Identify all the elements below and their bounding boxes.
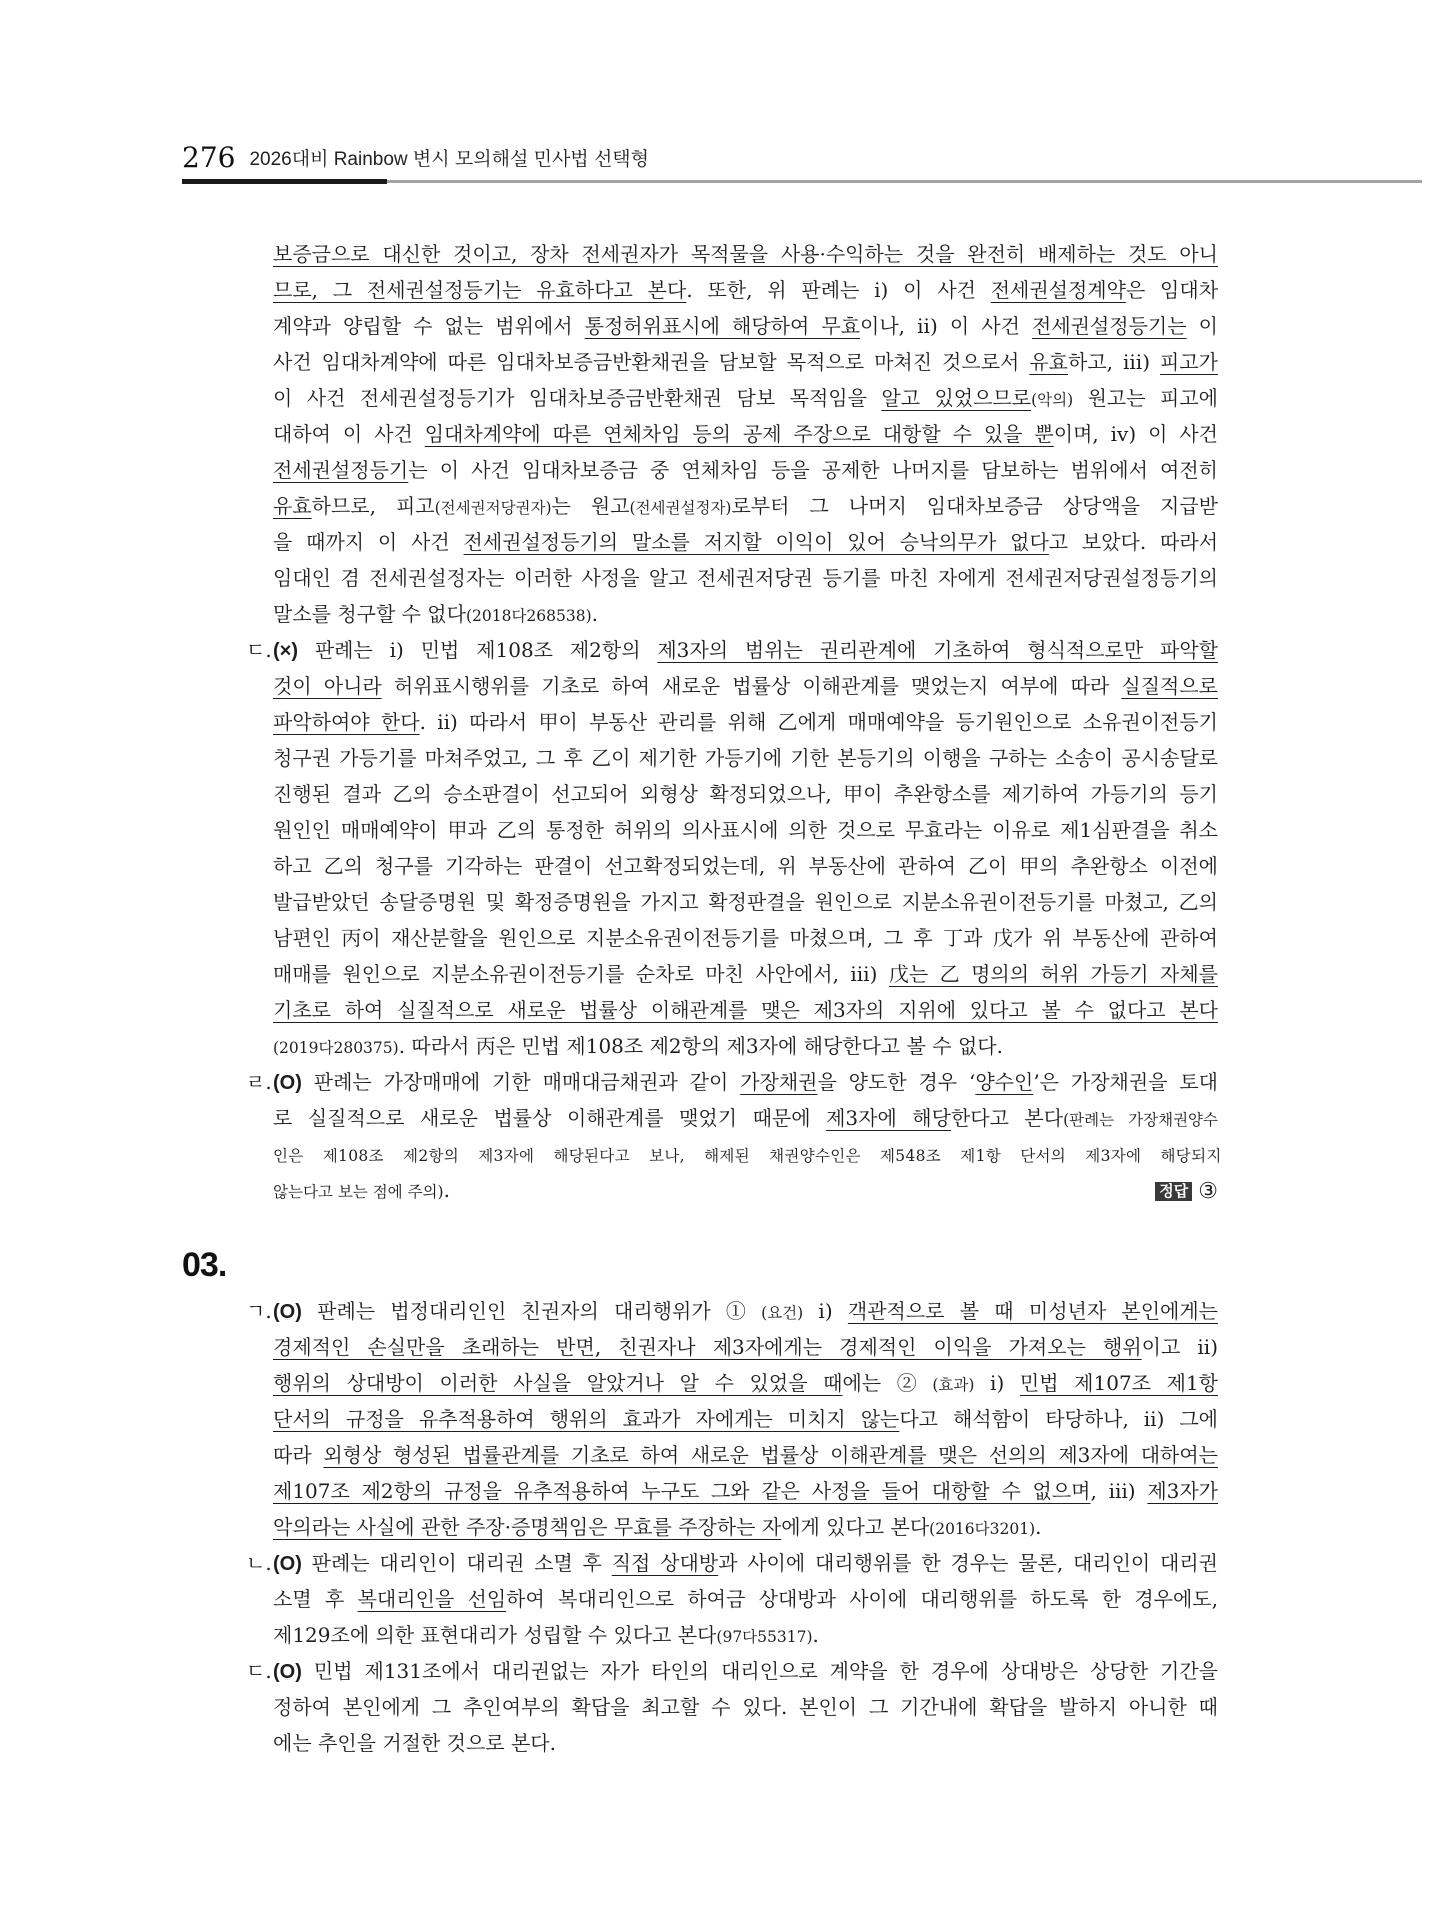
text-run: ’은 가장채권을 토대 — [1033, 1070, 1218, 1094]
text-run: 소멸 후 — [273, 1587, 358, 1611]
text-run: , ⅲ) — [1090, 1479, 1148, 1503]
section-heading-block — [182, 1208, 1218, 1293]
text-run: 임대인 겸 전세권설정자는 이러한 사정을 알고 전세권저당권 등기를 마친 자에게 전세권저당권설정등기의 — [273, 566, 1218, 590]
small-citation-text: (2018다268538) — [465, 607, 592, 625]
underlined-text: 기초로 하여 실질적으로 새로운 법률상 이해관계를 맺은 제3자의 지위에 있다고 볼 수 없다고 본다 — [273, 998, 1218, 1022]
text-run: 하므로, 피고 — [311, 494, 435, 518]
underlined-text: 악의라는 사실에 관한 주장·증명책임은 무효를 주장하는 자 — [273, 1515, 782, 1539]
text-run: 사건 임대차계약에 따른 임대차보증금반환채권을 담보할 목적으로 마쳐진 것으로서 — [273, 350, 1030, 374]
text-line — [273, 776, 1218, 812]
verdict-mark: (O) — [273, 1072, 302, 1094]
text-line — [273, 488, 1218, 524]
text-run: 과 사이에 대리행위를 한 경우는 물론, 대리인이 대리권 — [718, 1551, 1218, 1575]
text-run: . ⅱ) 따라서 甲이 부동산 관리를 위해 乙에게 매매예약을 등기원인으로 소유권이전등기 — [419, 710, 1218, 734]
list-item-block — [182, 632, 1218, 1064]
text-line — [273, 1100, 1218, 1136]
text-run: 을 때까지 이 사건 — [273, 530, 464, 554]
text-line — [273, 236, 1218, 272]
paragraph-block — [182, 236, 1218, 632]
text-run: 에는 추인을 거절한 것으로 본다. — [273, 1731, 556, 1755]
text-run: 발급받았던 송달증명원 및 확정증명원을 가지고 확정판결을 원인으로 지분소유권이전등기를 마쳤고, 乙의 — [273, 890, 1218, 914]
text-line — [273, 1437, 1218, 1473]
text-run: . 또한, 위 판례는 ⅰ) 이 사건 — [686, 278, 991, 302]
text-run: 이고 ⅱ) — [1141, 1335, 1218, 1359]
text-run: 계약과 양립할 수 없는 범위에서 — [273, 314, 585, 338]
text-line — [273, 344, 1218, 380]
verdict-mark: (O) — [273, 1301, 302, 1323]
text-line — [273, 596, 1218, 632]
underlined-text: 戊는 乙 명의의 허위 가등기 자체를 — [888, 962, 1218, 986]
small-citation-text: (2019다280375) — [273, 1039, 399, 1057]
text-run: 는 이 사건 임대차보증금 중 연체차임 등을 공제한 나머지를 담보하는 범위에서 여전히 — [408, 458, 1218, 482]
underlined-text: 민법 제107조 제1항 — [1019, 1371, 1218, 1395]
underlined-text: 전세권설정등기의 말소를 저지할 이익이 있어 승낙의무가 없다 — [463, 530, 1049, 554]
small-citation-text: (판례는 가장채권양수 — [1063, 1111, 1218, 1129]
text-run: 말소를 청구할 수 없다 — [273, 602, 466, 626]
underlined-text: 제3자에 해당 — [826, 1106, 951, 1130]
text-run: 판례는 법정대리인인 친권자의 대리행위가 ① — [301, 1299, 762, 1323]
text-run: 로 실질적으로 새로운 법률상 이해관계를 맺었기 때문에 — [273, 1106, 827, 1130]
text-line — [273, 704, 1218, 740]
text-run: 로부터 그 나머지 임대차보증금 상당액을 지급받 — [731, 494, 1218, 518]
text-line — [273, 308, 1218, 344]
underlined-text: 파악하여야 한다 — [273, 710, 420, 734]
text-run: 하고, ⅲ) — [1068, 350, 1161, 374]
underlined-text: 경제적인 손실만을 초래하는 반면, 친권자나 제3자에게는 경제적인 이익을 가져오는 행위 — [273, 1335, 1142, 1359]
underlined-text: 유효 — [1029, 350, 1068, 374]
text-run: . — [443, 1178, 450, 1202]
verdict-mark: (×) — [273, 640, 298, 662]
underlined-text: 직접 상대방 — [611, 1551, 719, 1575]
text-run: 매매를 원인으로 지분소유권이전등기를 순차로 마친 사안에서, ⅲ) — [273, 962, 889, 986]
small-citation-text: (전세권설정자) — [629, 499, 732, 517]
text-line — [273, 668, 1218, 704]
text-run: 청구권 가등기를 마쳐주었고, 그 후 乙이 제기한 가등기에 기한 본등기의 이행을 구하는 소송이 공시송달로 — [273, 746, 1218, 770]
text-run: . — [591, 602, 598, 626]
text-line — [273, 524, 1218, 560]
small-citation-text: (효과) — [932, 1376, 975, 1394]
small-citation-text: (97다55317) — [716, 1628, 813, 1646]
text-line — [273, 1545, 1218, 1581]
text-line — [273, 740, 1218, 776]
list-item-block — [182, 1545, 1218, 1653]
text-run: 다고 해석함이 타당하나, ⅱ) 그에 — [899, 1407, 1218, 1431]
underlined-text: 객관적으로 볼 때 미성년자 본인에게는 — [847, 1299, 1218, 1323]
text-line — [273, 992, 1218, 1028]
text-line — [273, 1172, 1218, 1208]
item-label: ㄷ. — [246, 638, 272, 662]
small-citation-text: (2016다3201) — [929, 1520, 1036, 1538]
running-header — [182, 138, 649, 176]
underlined-text: 외형상 형성된 법률관계를 기초로 하여 새로운 법률상 이해관계를 맺은 선의의 제3자에 대하여는 — [323, 1443, 1219, 1467]
answer-badge — [1155, 1172, 1218, 1210]
text-line — [273, 1689, 1218, 1725]
underlined-text: 행위의 상대방이 이러한 사실을 알았거나 알 수 있었을 때 — [273, 1371, 843, 1395]
underlined-text: 가장채권 — [740, 1070, 818, 1094]
underlined-text: 알고 있었으므로 — [881, 386, 1032, 410]
section-number-heading: 03. — [182, 1246, 227, 1284]
text-line — [273, 1028, 1218, 1064]
text-run: 는 원고 — [551, 494, 630, 518]
list-item-block — [182, 1293, 1218, 1545]
text-run: 제129조에 의한 표현대리가 성립할 수 있다고 본다 — [273, 1623, 717, 1647]
text-line — [273, 452, 1218, 488]
answer-value: ③ — [1198, 1178, 1218, 1204]
underlined-text: 단서의 규정을 유추적용하여 행위의 효과가 자에게는 미치지 않는 — [273, 1407, 900, 1431]
text-line — [273, 1064, 1218, 1100]
text-line — [273, 1509, 1218, 1545]
small-citation-text: (전세권저당권자) — [434, 499, 552, 517]
underlined-text: 것이 아니라 — [273, 674, 382, 698]
text-run: 원인인 매매예약이 甲과 乙의 통정한 허위의 의사표시에 의한 것으로 무효라는 이유로 제1심판결을 취소 — [273, 818, 1218, 842]
text-line — [273, 848, 1218, 884]
text-run: 에게 있다고 본다 — [781, 1515, 930, 1539]
text-line — [273, 884, 1218, 920]
item-label: ㄹ. — [246, 1070, 272, 1094]
verdict-mark: (O) — [273, 1553, 302, 1575]
text-run: . — [1035, 1515, 1042, 1539]
text-run: 원고는 피고에 — [1073, 386, 1218, 410]
book-title: 2026대비 Rainbow 변시 모의해설 민사법 선택형 — [249, 148, 650, 170]
header-rule-accent — [182, 179, 387, 184]
text-run: 한다고 본다 — [950, 1106, 1064, 1130]
small-citation-text: 않는다고 보는 점에 주의) — [273, 1183, 444, 1201]
text-line — [273, 1329, 1218, 1365]
text-run: 은 임대차 — [1125, 278, 1219, 302]
text-line — [273, 272, 1218, 308]
page-number: 276 — [182, 140, 236, 174]
text-run: ⅰ) — [803, 1299, 848, 1323]
text-run: 이나, ⅱ) 이 사건 — [860, 314, 1033, 338]
text-line — [273, 380, 1218, 416]
text-line — [273, 956, 1218, 992]
text-line — [273, 920, 1218, 956]
page-body — [182, 236, 1222, 1761]
underlined-text: 전세권설정등기 — [273, 458, 409, 482]
text-run: . — [812, 1623, 819, 1647]
text-run: 허위표시행위를 기초로 하여 새로운 법률상 이해관계를 맺었는지 여부에 따라 — [381, 674, 1122, 698]
underlined-text: 양수인 — [975, 1070, 1034, 1094]
underlined-text: 임대차계약에 따른 연체차임 등의 공제 주장으로 대항할 수 있을 뿐 — [424, 422, 1054, 446]
text-line — [273, 1293, 1218, 1329]
underlined-text: 전세권설정계약 — [990, 278, 1126, 302]
item-label: ㄱ. — [246, 1299, 272, 1323]
text-run: 이 사건 전세권설정등기가 임대차보증금반환채권 담보 목적임을 — [273, 386, 882, 410]
underlined-text: 통정허위표시에 해당하여 무효 — [584, 314, 861, 338]
text-run: 남편인 丙이 재산분할을 원인으로 지분소유권이전등기를 마쳤으며, 그 후 丁과 戊가 위 부동산에 관하여 — [273, 926, 1218, 950]
item-label: ㄴ. — [246, 1551, 272, 1575]
underlined-text: 실질적으로 — [1121, 674, 1218, 698]
text-line — [273, 1581, 1218, 1617]
text-run: 을 양도한 경우 ‘ — [817, 1070, 976, 1094]
text-line — [273, 1401, 1218, 1437]
verdict-mark: (O) — [273, 1661, 302, 1683]
text-line — [273, 416, 1218, 452]
text-line — [273, 632, 1218, 668]
text-run: 민법 제131조에서 대리권없는 자가 타인의 대리인으로 계약을 한 경우에 상대방은 상당한 기간을 — [301, 1659, 1218, 1683]
underlined-text: 보증금으로 대신한 것이고, 장차 전세권자가 목적물을 사용·수익하는 것을 완전히 배제하는 것도 아니 — [273, 242, 1218, 266]
underlined-text: 제3자의 범위는 권리관계에 기초하여 형식적으로만 파악할 — [657, 638, 1218, 662]
text-run: 정하여 본인에게 그 추인여부의 확답을 최고할 수 있다. 본인이 그 기간내에 확답을 발하지 아니한 때 — [273, 1695, 1218, 1719]
text-run: 판례는 ⅰ) 민법 제108조 제2항의 — [298, 638, 658, 662]
text-line — [273, 560, 1218, 596]
underlined-text: 유효 — [273, 494, 312, 518]
text-run: ⅰ) — [974, 1371, 1020, 1395]
item-label: ㄷ. — [246, 1659, 272, 1683]
underlined-text: 피고가 — [1160, 350, 1218, 374]
text-line — [273, 1136, 1222, 1172]
text-run: . 따라서 丙은 민법 제108조 제2항의 제3자에 해당한다고 볼 수 없다. — [398, 1034, 1003, 1058]
underlined-text: 제3자가 — [1147, 1479, 1218, 1503]
text-run: 이 — [1186, 314, 1219, 338]
answer-label: 정답 — [1155, 1182, 1192, 1201]
text-line — [273, 1365, 1218, 1401]
underlined-text: 므로, 그 전세권설정등기는 유효하다고 본다 — [273, 278, 687, 302]
header-rule — [387, 180, 1422, 183]
small-citation-text: 인은 제108조 제2항의 제3자에 해당된다고 보나, 해제된 채권양수인은 제548조 제1항 단서의 제3자에 해당되지 — [273, 1147, 1222, 1165]
text-run: 하여 복대리인으로 하여금 상대방과 사이에 대리행위를 하도록 한 경우에도, — [506, 1587, 1218, 1611]
small-citation-text: (악의) — [1031, 391, 1074, 409]
text-run: 이며, ⅳ) 이 사건 — [1053, 422, 1218, 446]
text-line — [273, 1725, 1218, 1761]
list-item-block — [182, 1064, 1222, 1208]
text-run: 판례는 대리인이 대리권 소멸 후 — [301, 1551, 612, 1575]
text-run: 고 보았다. 따라서 — [1048, 530, 1219, 554]
list-item-block — [182, 1653, 1218, 1761]
text-run: 진행된 결과 乙의 승소판결이 선고되어 외형상 확정되었으나, 甲이 추완항소를 제기하여 가등기의 등기 — [273, 782, 1218, 806]
underlined-text: 전세권설정등기는 — [1032, 314, 1187, 338]
text-line — [273, 1653, 1218, 1689]
text-run: 따라 — [273, 1443, 324, 1467]
text-run: 판례는 가장매매에 기한 매매대금채권과 같이 — [301, 1070, 741, 1094]
small-citation-text: (요건) — [761, 1304, 804, 1322]
text-line — [273, 812, 1218, 848]
text-run: 에는 ② — [842, 1371, 933, 1395]
text-line — [273, 1617, 1218, 1653]
text-line — [273, 1473, 1218, 1509]
underlined-text: 제107조 제2항의 규정을 유추적용하여 누구도 그와 같은 사정을 들어 대항할 수 없으며 — [273, 1479, 1091, 1503]
text-run: 대하여 이 사건 — [273, 422, 425, 446]
underlined-text: 복대리인을 선임 — [357, 1587, 507, 1611]
text-run: 하고 乙의 청구를 기각하는 판결이 선고확정되었는데, 위 부동산에 관하여 乙이 甲의 추완항소 이전에 — [273, 854, 1218, 878]
